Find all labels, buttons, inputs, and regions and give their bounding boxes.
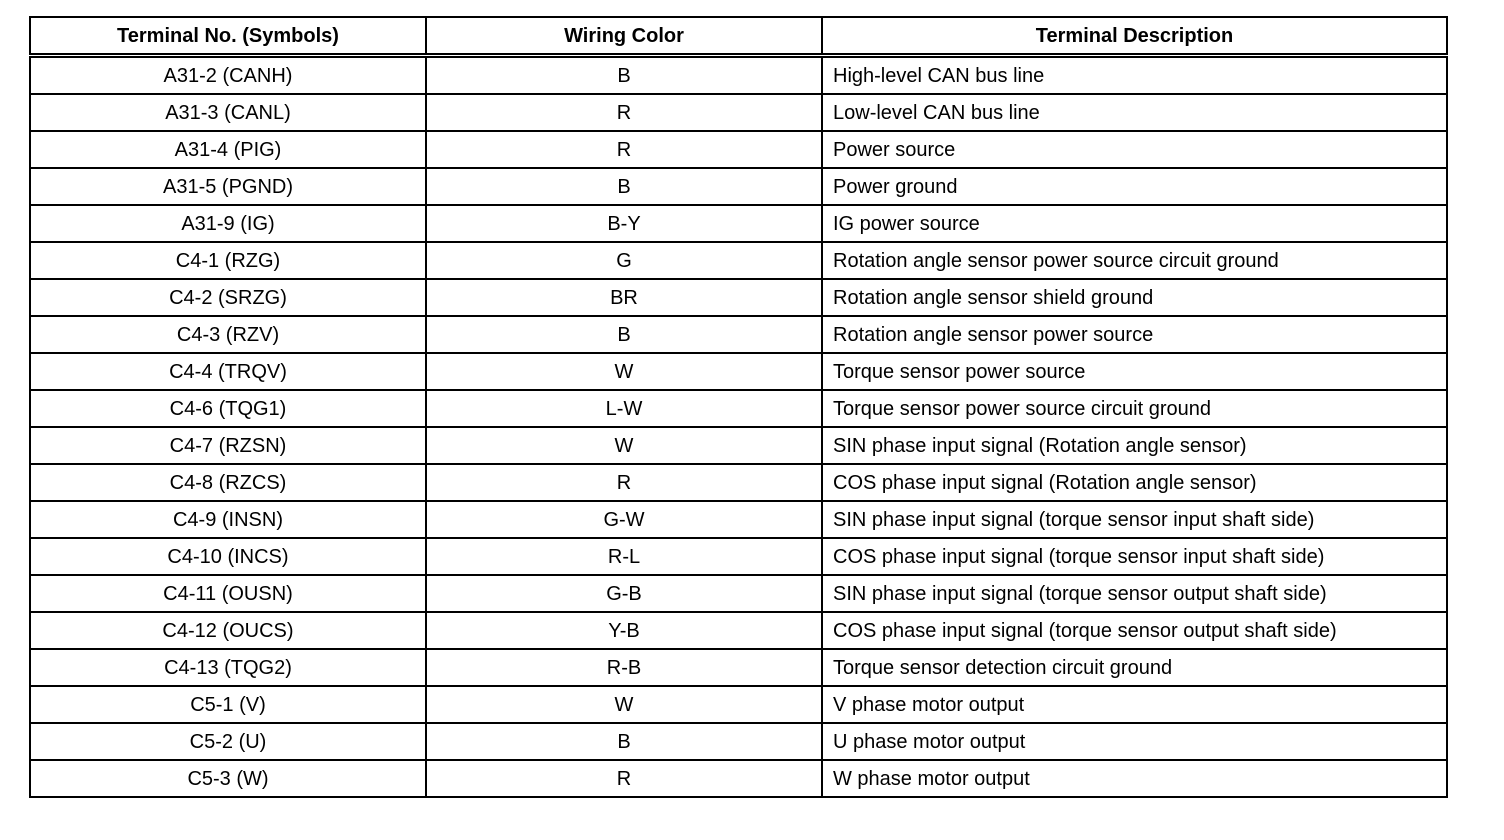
table-row [30, 501, 1447, 538]
wiring-color-cell: G [426, 242, 822, 279]
description-cell: COS phase input signal (torque sensor output shaft side) [822, 612, 1447, 649]
wiring-color-cell: R [426, 131, 822, 168]
table-row [30, 575, 1447, 612]
wiring-color-cell: B-Y [426, 205, 822, 242]
terminal-cell: C4-4 (TRQV) [30, 353, 426, 390]
header-wiring-color: Wiring Color [426, 17, 822, 56]
description-cell: SIN phase input signal (torque sensor input shaft side) [822, 501, 1447, 538]
description-cell: Rotation angle sensor shield ground [822, 279, 1447, 316]
terminal-cell: C4-10 (INCS) [30, 538, 426, 575]
table-row [30, 723, 1447, 760]
wiring-color-cell: R [426, 94, 822, 131]
terminal-cell: A31-3 (CANL) [30, 94, 426, 131]
wiring-color-cell: L-W [426, 390, 822, 427]
table-row [30, 279, 1447, 316]
description-cell: COS phase input signal (Rotation angle sensor) [822, 464, 1447, 501]
description-cell: Torque sensor power source [822, 353, 1447, 390]
wiring-color-cell: B [426, 168, 822, 205]
description-cell: Power source [822, 131, 1447, 168]
wiring-color-cell: B [426, 723, 822, 760]
terminal-cell: C4-1 (RZG) [30, 242, 426, 279]
description-cell: W phase motor output [822, 760, 1447, 797]
description-cell: U phase motor output [822, 723, 1447, 760]
table-row [30, 538, 1447, 575]
header-description: Terminal Description [822, 17, 1447, 56]
wiring-color-cell: R-B [426, 649, 822, 686]
table-row [30, 760, 1447, 797]
table-row [30, 131, 1447, 168]
header-terminal: Terminal No. (Symbols) [30, 17, 426, 56]
table-row [30, 316, 1447, 353]
terminal-cell: A31-5 (PGND) [30, 168, 426, 205]
description-cell: Torque sensor detection circuit ground [822, 649, 1447, 686]
wiring-color-cell: R [426, 760, 822, 797]
table-row [30, 649, 1447, 686]
description-cell: High-level CAN bus line [822, 56, 1447, 95]
header-row [30, 17, 1447, 56]
table-row [30, 464, 1447, 501]
wiring-color-cell: B [426, 316, 822, 353]
terminal-cell: C4-8 (RZCS) [30, 464, 426, 501]
terminal-cell: C4-12 (OUCS) [30, 612, 426, 649]
terminal-cell: C5-1 (V) [30, 686, 426, 723]
table-row [30, 612, 1447, 649]
wiring-color-cell: R [426, 464, 822, 501]
description-cell: SIN phase input signal (torque sensor output shaft side) [822, 575, 1447, 612]
terminal-cell: C5-3 (W) [30, 760, 426, 797]
table-row [30, 56, 1447, 95]
description-cell: V phase motor output [822, 686, 1447, 723]
table-row [30, 390, 1447, 427]
table-row [30, 205, 1447, 242]
description-cell: Low-level CAN bus line [822, 94, 1447, 131]
wiring-color-cell: B [426, 56, 822, 95]
description-cell: IG power source [822, 205, 1447, 242]
wiring-color-cell: W [426, 353, 822, 390]
table-row [30, 168, 1447, 205]
table-row [30, 242, 1447, 279]
table-row [30, 94, 1447, 131]
description-cell: Rotation angle sensor power source [822, 316, 1447, 353]
wiring-color-cell: R-L [426, 538, 822, 575]
wiring-color-cell: Y-B [426, 612, 822, 649]
terminal-cell: C4-7 (RZSN) [30, 427, 426, 464]
description-cell: Power ground [822, 168, 1447, 205]
terminal-cell: C4-13 (TQG2) [30, 649, 426, 686]
terminal-cell: C4-6 (TQG1) [30, 390, 426, 427]
description-cell: Rotation angle sensor power source circuit ground [822, 242, 1447, 279]
table-row [30, 353, 1447, 390]
terminal-cell: C4-3 (RZV) [30, 316, 426, 353]
terminal-cell: A31-2 (CANH) [30, 56, 426, 95]
wiring-color-cell: W [426, 427, 822, 464]
terminal-cell: C4-9 (INSN) [30, 501, 426, 538]
wiring-color-cell: W [426, 686, 822, 723]
terminal-cell: C5-2 (U) [30, 723, 426, 760]
table-row [30, 686, 1447, 723]
description-cell: COS phase input signal (torque sensor input shaft side) [822, 538, 1447, 575]
wiring-color-cell: G-B [426, 575, 822, 612]
terminal-cell: A31-4 (PIG) [30, 131, 426, 168]
table-body [30, 56, 1447, 798]
description-cell: Torque sensor power source circuit ground [822, 390, 1447, 427]
table-row [30, 427, 1447, 464]
description-cell: SIN phase input signal (Rotation angle sensor) [822, 427, 1447, 464]
terminal-table [29, 16, 1448, 798]
terminal-cell: C4-2 (SRZG) [30, 279, 426, 316]
terminal-cell: A31-9 (IG) [30, 205, 426, 242]
terminal-cell: C4-11 (OUSN) [30, 575, 426, 612]
wiring-color-cell: BR [426, 279, 822, 316]
wiring-color-cell: G-W [426, 501, 822, 538]
